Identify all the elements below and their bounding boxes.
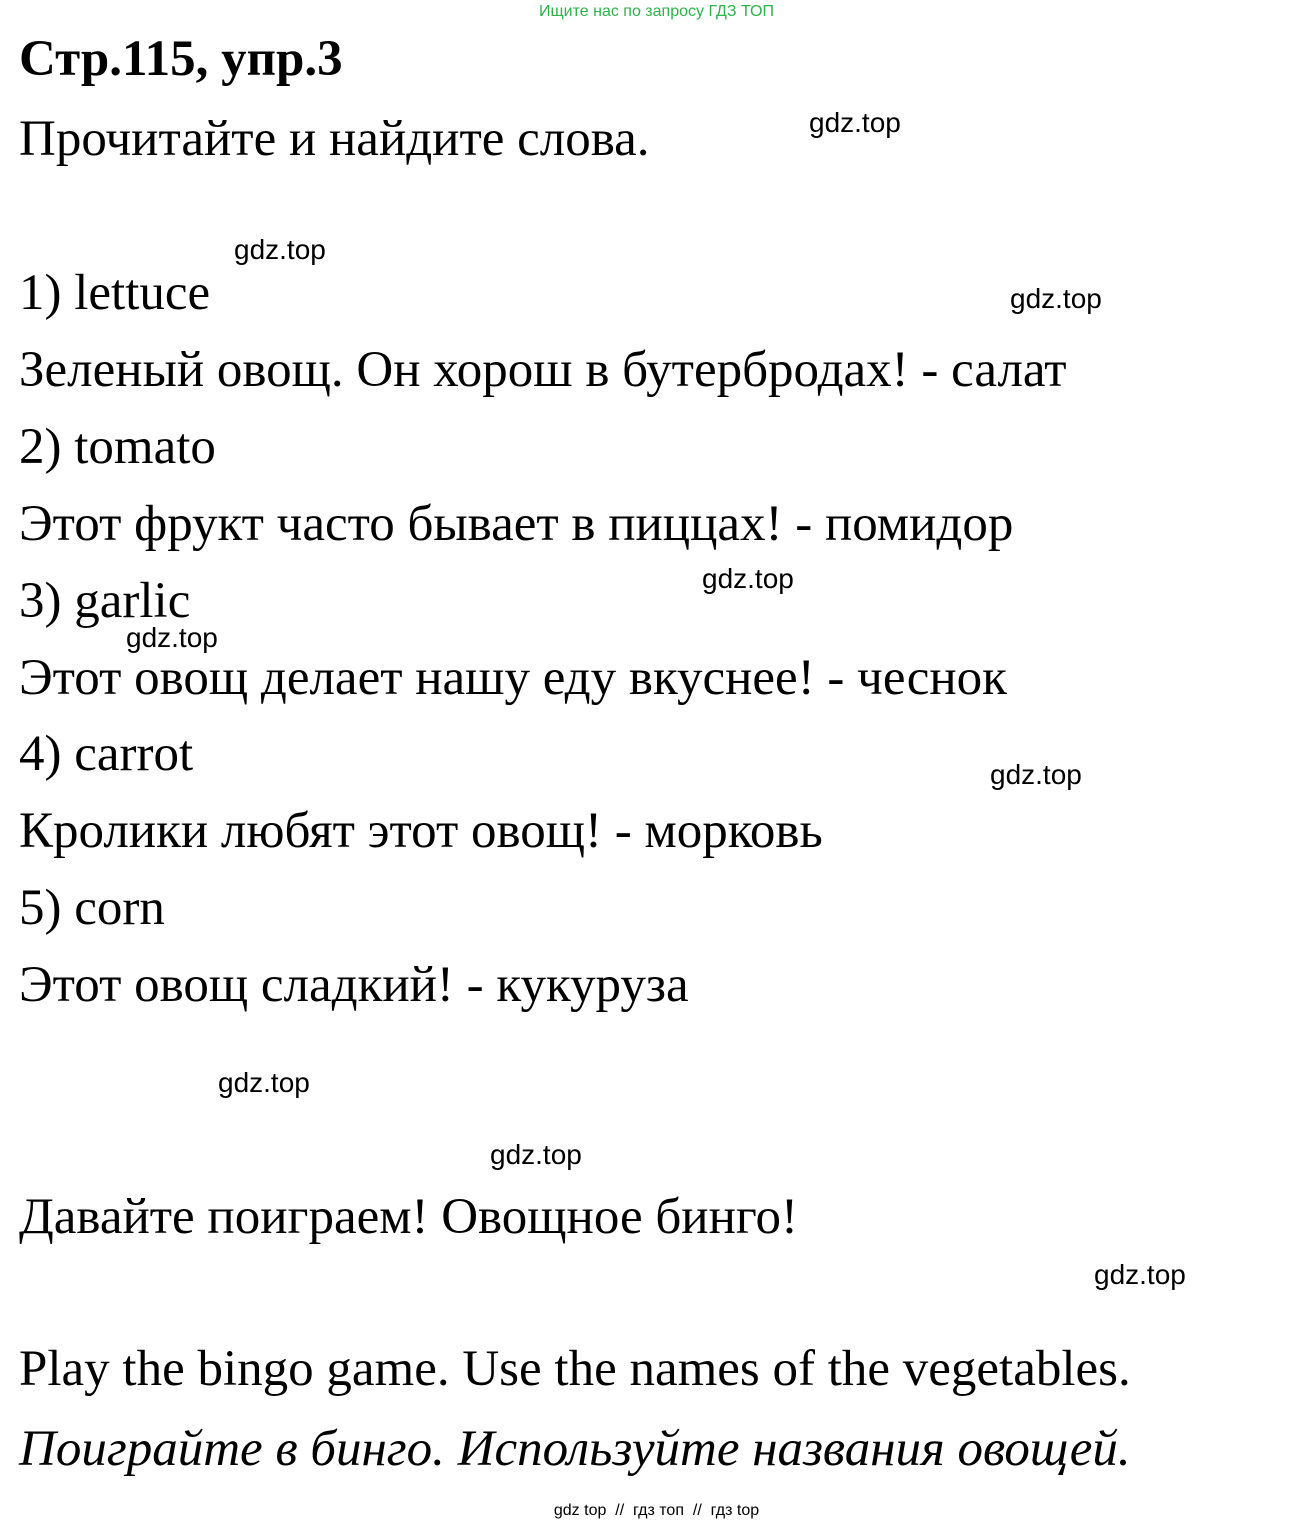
instruction-text: Прочитайте и найдите слова. xyxy=(19,111,650,167)
watermark: gdz.top xyxy=(990,759,1082,790)
footer-text: gdz top // гдз топ // гдз top xyxy=(553,1502,760,1519)
top-banner: Ищите нас по запросу ГДЗ ТОП xyxy=(539,3,774,20)
item-clue-2: Этот фрукт часто бывает в пиццах! - помидор xyxy=(19,496,1014,552)
game-line-ru: Давайте поиграем! Овощное бинго! xyxy=(19,1189,799,1245)
item-clue-5: Этот овощ сладкий! - кукуруза xyxy=(19,957,689,1013)
item-word-5: 5) corn xyxy=(19,880,165,936)
task-line-en: Play the bingo game. Use the names of the vegetables. xyxy=(19,1341,1131,1397)
item-clue-1: Зеленый овощ. Он хорош в бутербродах! - салат xyxy=(19,342,1067,398)
item-clue-4: Кролики любят этот овощ! - морковь xyxy=(19,803,823,859)
item-word-4: 4) carrot xyxy=(19,726,194,782)
item-word-3: 3) garlic xyxy=(19,573,191,629)
watermark: gdz.top xyxy=(234,234,326,265)
watermark: gdz.top xyxy=(702,563,794,594)
watermark: gdz.top xyxy=(490,1139,582,1170)
watermark: gdz.top xyxy=(1010,283,1102,314)
watermark: gdz.top xyxy=(126,622,218,653)
item-word-1: 1) lettuce xyxy=(19,265,211,321)
task-line-ru: Поиграйте в бинго. Используйте названия овощей. xyxy=(19,1421,1131,1477)
item-clue-3: Этот овощ делает нашу еду вкуснее! - чеснок xyxy=(19,650,1007,706)
watermark: gdz.top xyxy=(1094,1259,1186,1290)
page-title: Стр.115, упр.3 xyxy=(19,31,343,87)
item-word-2: 2) tomato xyxy=(19,419,216,475)
watermark: gdz.top xyxy=(218,1067,310,1098)
watermark: gdz.top xyxy=(809,107,901,138)
